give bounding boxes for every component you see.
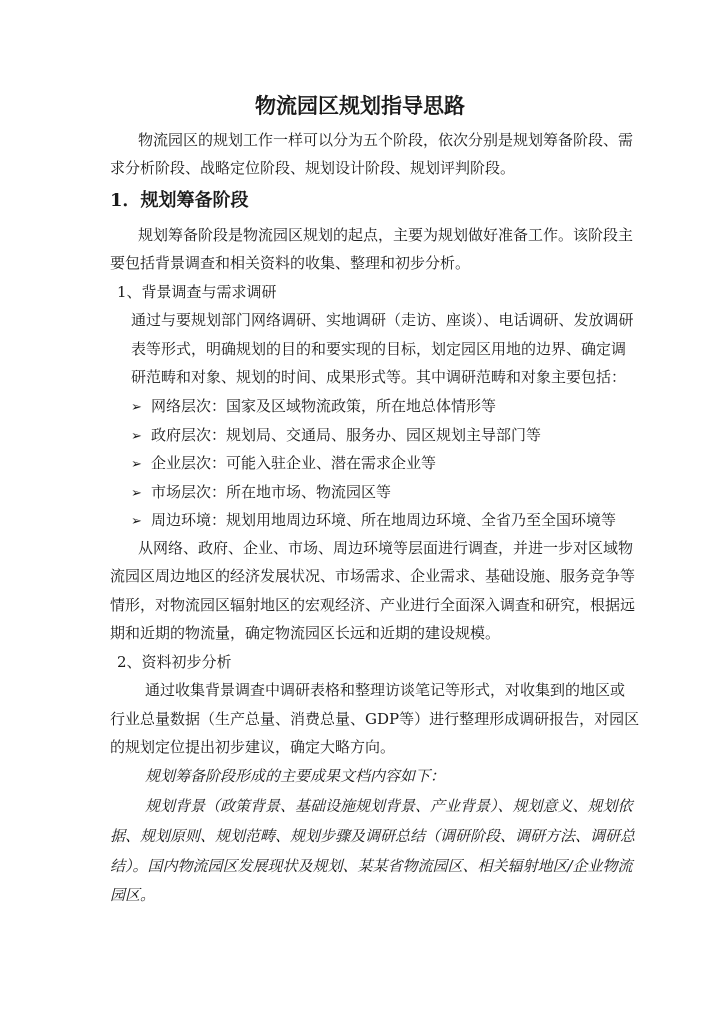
list-item — [131, 510, 616, 532]
outcome-line-2: 据、规划原则、规划范畴、规划步骤及调研总结（调研阶段、调研方法、调研总 — [110, 827, 636, 845]
subsection-heading-2: 2、资料初步分析 — [117, 653, 232, 671]
arrow-right-icon: ➢ — [131, 400, 142, 415]
arrow-right-icon: ➢ — [131, 486, 142, 501]
document-title: 物流园区规划指导思路 — [255, 93, 465, 118]
subsection-2-line-1: 通过收集背景调查中调研表格和整理访谈笔记等形式，对收集到的地区或 — [145, 681, 626, 699]
list-item — [131, 482, 391, 504]
list-item — [131, 425, 541, 447]
list-item-text: 市场层次：所在地市场、物流园区等 — [151, 483, 392, 501]
arrow-right-icon: ➢ — [131, 514, 142, 529]
subsection-2-line-2: 行业总量数据（生产总量、消费总量、GDP等）进行整理形成调研报告，对园区 — [110, 710, 640, 728]
list-item — [131, 396, 496, 418]
list-item — [131, 453, 436, 475]
list-item-text: 企业层次：可能入驻企业、潜在需求企业等 — [151, 454, 437, 472]
section-para-line-1: 规划筹备阶段是物流园区规划的起点，主要为规划做好准备工作。该阶段主 — [138, 226, 634, 244]
analysis-line-4: 期和近期的物流量，确定物流园区长远和近期的建设规模。 — [110, 624, 501, 642]
outcome-line-3: 结）。国内物流园区发展现状及规划、某某省物流园区、相关辐射地区/企业物流 — [110, 857, 633, 875]
subsection-2-line-3: 的规划定位提出初步建议，确定大略方向。 — [110, 738, 396, 756]
arrow-right-icon: ➢ — [131, 457, 142, 472]
list-item-text: 网络层次：国家及区域物流政策，所在地总体情形等 — [151, 397, 497, 415]
intro-line-1: 物流园区的规划工作一样可以分为五个阶段，依次分别是规划筹备阶段、需 — [138, 131, 634, 149]
analysis-line-2: 流园区周边地区的经济发展状况、市场需求、企业需求、基础设施、服务竞争等 — [110, 567, 636, 585]
outcome-line-1: 规划背景（政策背景、基础设施规划背景、产业背景）、规划意义、规划依 — [145, 797, 633, 815]
arrow-right-icon: ➢ — [131, 429, 142, 444]
section-heading: 1．规划筹备阶段 — [110, 190, 249, 211]
analysis-line-3: 情形，对物流园区辐射地区的宏观经济、产业进行全面深入调查和研究，根据远 — [110, 596, 636, 614]
intro-line-2: 求分析阶段、战略定位阶段、规划设计阶段、规划评判阶段。 — [110, 159, 516, 177]
outcome-lead: 规划筹备阶段形成的主要成果文档内容如下： — [145, 767, 446, 785]
section-para-line-2: 要包括背景调查和相关资料的收集、整理和初步分析。 — [110, 254, 471, 272]
subsection-1-line-1: 通过与要规划部门网络调研、实地调研（走访、座谈）、电话调研、发放调研 — [131, 311, 634, 329]
outcome-line-4: 园区。 — [110, 886, 156, 904]
subsection-1-line-3: 研范畴和对象、规划的时间、成果形式等。其中调研范畴和对象主要包括： — [131, 368, 627, 386]
subsection-heading-1: 1、背景调查与需求调研 — [117, 283, 277, 301]
analysis-line-1: 从网络、政府、企业、市场、周边环境等层面进行调查，并进一步对区域物 — [138, 539, 634, 557]
subsection-1-line-2: 表等形式，明确规划的目的和要实现的目标，划定园区用地的边界、确定调 — [131, 340, 627, 358]
list-item-text: 政府层次：规划局、交通局、服务办、园区规划主导部门等 — [151, 426, 542, 444]
list-item-text: 周边环境：规划用地周边环境、所在地周边环境、全省乃至全国环境等 — [151, 511, 617, 529]
